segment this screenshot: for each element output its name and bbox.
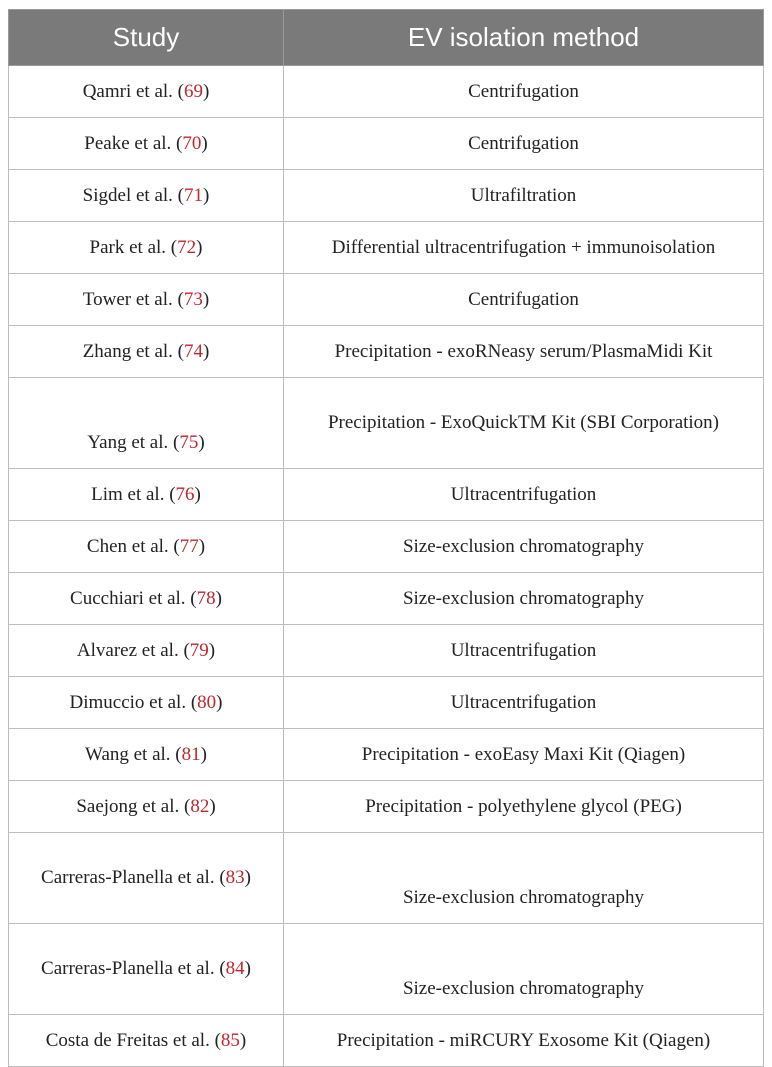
method-cell: Ultracentrifugation [284,677,764,729]
reference-link[interactable]: 71 [183,184,203,206]
author-text: Peake et al. ( [84,132,183,154]
method-cell: Ultrafiltration [284,170,764,222]
paren-close: ) [216,691,223,713]
paren-close: ) [202,184,210,206]
study-cell [9,378,284,469]
table-row [9,677,764,729]
paren-close: ) [194,483,201,505]
study-cell [9,326,284,378]
method-cell: Size-exclusion chromatography [284,521,764,573]
author-text: Chen et al. ( [86,535,180,557]
reference-link[interactable]: 74 [183,340,203,362]
author-text: Park et al. ( [89,236,178,258]
study-cell [9,118,284,170]
table-row [9,781,764,833]
author-text: Lim et al. ( [91,483,176,505]
study-cell [9,521,284,573]
table-row [9,118,764,170]
study-cell [9,833,284,924]
author-text: Costa de Freitas et al. ( [45,1029,221,1051]
reference-link[interactable]: 79 [189,639,209,661]
reference-link[interactable]: 72 [177,236,197,258]
paren-close: ) [209,795,216,817]
table-row [9,833,764,924]
study-cell [9,170,284,222]
table-row [9,222,764,274]
reference-link[interactable]: 80 [197,691,217,713]
method-cell: Precipitation - exoRNeasy serum/PlasmaMidi Kit [284,326,764,378]
study-cell [9,781,284,833]
author-text: Qamri et al. ( [82,80,184,102]
reference-link[interactable]: 77 [179,535,199,557]
reference-link[interactable]: 82 [190,795,210,817]
header-method: EV isolation method [284,10,764,66]
author-text: Saejong et al. ( [76,795,191,817]
table-row [9,378,764,469]
paren-close: ) [244,958,251,979]
reference-link[interactable]: 78 [196,587,216,609]
study-cell [9,469,284,521]
paren-close: ) [202,288,210,310]
method-cell: Precipitation - miRCURY Exosome Kit (Qiagen) [284,1015,764,1067]
study-cell [9,924,284,1015]
method-cell: Precipitation - ExoQuickTM Kit (SBI Corporation) [284,378,764,469]
reference-link[interactable]: 85 [220,1029,240,1051]
table-row [9,326,764,378]
method-cell: Centrifugation [284,118,764,170]
table-row [9,729,764,781]
method-cell: Ultracentrifugation [284,625,764,677]
table-row [9,274,764,326]
table-row [9,66,764,118]
header-study: Study [9,10,284,66]
study-cell [9,274,284,326]
method-cell: Precipitation - polyethylene glycol (PEG) [284,781,764,833]
study-cell [9,222,284,274]
table-row [9,469,764,521]
author-text: Zhang et al. ( [82,340,184,362]
method-cell: Size-exclusion chromatography [284,573,764,625]
reference-link[interactable]: 81 [181,743,201,765]
study-cell [9,677,284,729]
table-row [9,170,764,222]
author-text: Dimuccio et al. ( [69,691,198,713]
paren-close: ) [215,587,222,609]
paren-close: ) [244,867,251,888]
paren-close: ) [208,639,216,661]
study-cell [9,625,284,677]
study-cell [9,66,284,118]
study-cell [9,573,284,625]
reference-link[interactable]: 73 [183,288,203,310]
paren-close: ) [198,432,205,453]
author-text: Yang et al. ( [87,432,180,453]
table-row [9,1015,764,1067]
method-cell: Precipitation - exoEasy Maxi Kit (Qiagen) [284,729,764,781]
reference-link[interactable]: 83 [225,867,245,888]
author-text: Alvarez et al. ( [76,639,190,661]
paren-close: ) [201,132,208,154]
author-text: Wang et al. ( [85,743,182,765]
study-cell [9,1015,284,1067]
author-text: Tower et al. ( [82,288,184,310]
author-text: Carreras-Planella et al. ( [41,867,226,888]
ev-isolation-table [8,9,764,1067]
method-cell: Size-exclusion chromatography [284,833,764,924]
reference-link[interactable]: 70 [182,132,202,154]
reference-link[interactable]: 75 [179,432,199,453]
method-cell: Size-exclusion chromatography [284,924,764,1015]
paren-close: ) [202,80,210,102]
table-row [9,924,764,1015]
header-row [9,10,764,66]
table-row [9,625,764,677]
method-cell: Centrifugation [284,274,764,326]
paren-close: ) [200,743,207,765]
paren-close: ) [239,1029,247,1051]
table-row [9,521,764,573]
method-cell: Ultracentrifugation [284,469,764,521]
author-text: Cucchiari et al. ( [70,587,197,609]
author-text: Carreras-Planella et al. ( [41,958,226,979]
method-cell: Centrifugation [284,66,764,118]
method-cell: Differential ultracentrifugation + immunoisolation [284,222,764,274]
paren-close: ) [202,340,210,362]
paren-close: ) [198,535,206,557]
author-text: Sigdel et al. ( [82,184,184,206]
reference-link[interactable]: 84 [225,958,245,979]
reference-link[interactable]: 76 [175,483,195,505]
table-row [9,573,764,625]
paren-close: ) [196,236,203,258]
reference-link[interactable]: 69 [183,80,203,102]
study-cell [9,729,284,781]
